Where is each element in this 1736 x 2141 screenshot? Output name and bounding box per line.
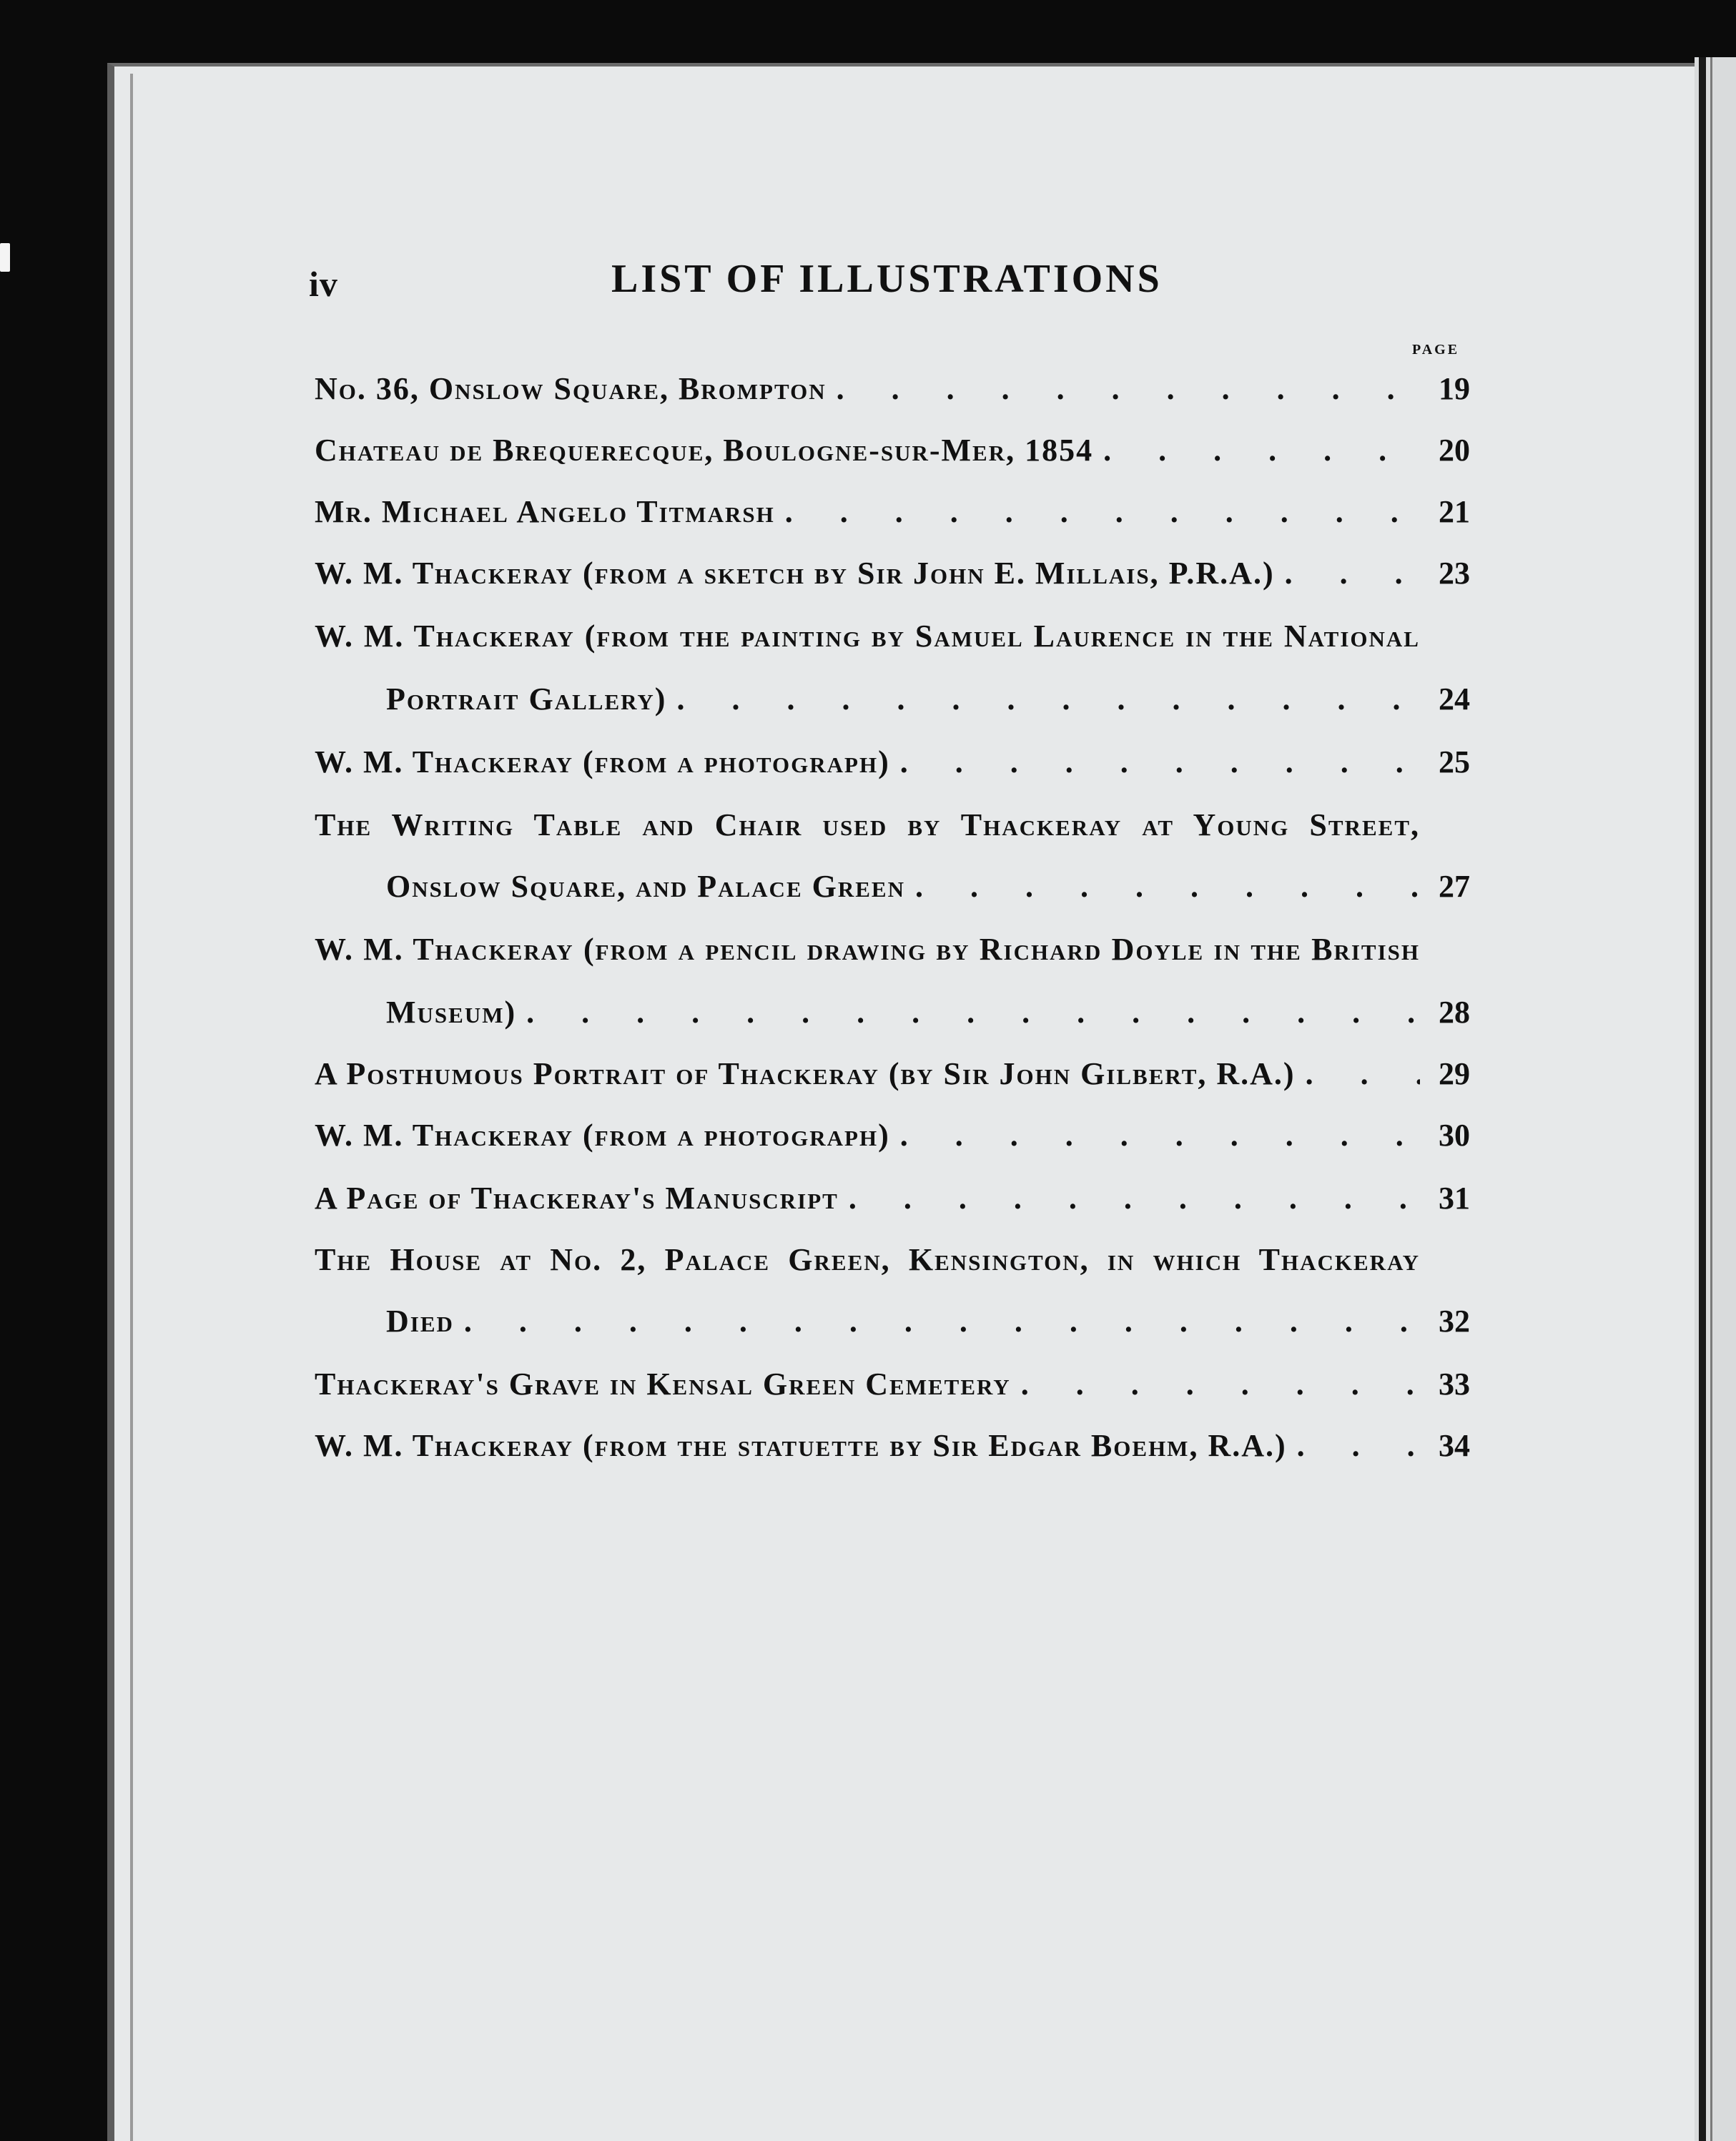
entry-page: 29 — [1439, 1056, 1470, 1091]
entry-page: 21 — [1439, 494, 1470, 529]
list-item-continuation — [386, 868, 1470, 911]
binding-rule — [1699, 57, 1706, 2141]
entry-page: 24 — [1439, 681, 1470, 717]
dot-leader — [905, 868, 1420, 905]
dot-leader — [1093, 432, 1420, 468]
dot-leader — [839, 1180, 1420, 1216]
entry-title: Thackeray's Grave in Kensal Green Cemetery — [315, 1367, 1011, 1402]
entry-title: Mr. Michael Angelo Titmarsh — [315, 494, 775, 529]
entry-page: 20 — [1439, 433, 1470, 468]
entry-page: 33 — [1439, 1367, 1470, 1402]
dot-leader — [827, 370, 1420, 407]
list-item — [315, 618, 1470, 661]
page-margin-rule — [130, 74, 133, 2141]
dot-leader — [890, 1117, 1420, 1153]
dot-leader — [454, 1303, 1420, 1339]
list-item — [315, 744, 1470, 787]
entry-page: 23 — [1439, 556, 1470, 591]
entry-page: 32 — [1439, 1304, 1470, 1339]
page-number: iv — [309, 264, 338, 304]
scan-edge-mark — [0, 243, 10, 272]
entry-title: W. M. Thackeray (from a photograph) — [315, 1118, 890, 1153]
list-item — [315, 1241, 1470, 1284]
entry-page: 28 — [1439, 995, 1470, 1030]
dot-leader — [890, 744, 1420, 780]
entry-title: The House at No. 2, Palace Green, Kensington, in which Thackeray — [315, 1242, 1420, 1277]
entry-title-continuation: Died — [386, 1304, 454, 1339]
list-item — [315, 1366, 1470, 1409]
list-item — [315, 807, 1470, 850]
entry-title: A Page of Thackeray's Manuscript — [315, 1181, 839, 1216]
entry-title: W. M. Thackeray (from the statuette by Sir Edgar Boehm, R.A.) — [315, 1428, 1287, 1463]
adjacent-page-edge — [1695, 57, 1736, 2141]
entry-page: 19 — [1439, 371, 1470, 406]
list-item-continuation — [386, 994, 1470, 1037]
entry-title: The Writing Table and Chair used by Thackeray at Young Street, — [315, 807, 1420, 842]
binding-rule-thin — [1710, 57, 1712, 2141]
list-item — [315, 432, 1470, 475]
list-item — [315, 555, 1470, 598]
entry-title: A Posthumous Portrait of Thackeray (by Sir John Gilbert, R.A.) — [315, 1056, 1296, 1091]
page-column-heading: PAGE — [1412, 342, 1460, 358]
dot-leader — [1287, 1427, 1420, 1464]
entry-page: 34 — [1439, 1428, 1470, 1463]
list-item — [315, 1427, 1470, 1470]
page-title: LIST OF ILLUSTRATIONS — [611, 257, 1163, 301]
list-item — [315, 1117, 1470, 1160]
entry-title-continuation: Museum) — [386, 995, 517, 1030]
dot-leader — [1296, 1055, 1420, 1092]
list-item — [315, 1055, 1470, 1098]
entry-title: Chateau de Brequerecque, Boulogne-sur-Mer, 1854 — [315, 433, 1094, 468]
entry-page: 27 — [1439, 869, 1470, 904]
list-item-continuation — [386, 1303, 1470, 1346]
entry-title: W. M. Thackeray (from the painting by Samuel Laurence in the National — [315, 619, 1420, 654]
list-item-continuation — [386, 681, 1470, 724]
entry-title: No. 36, Onslow Square, Brompton — [315, 371, 827, 406]
entry-title: W. M. Thackeray (from a sketch by Sir John E. Millais, P.R.A.) — [315, 556, 1275, 591]
dot-leader — [775, 493, 1420, 530]
entry-title-continuation: Portrait Gallery) — [386, 681, 667, 717]
list-item — [315, 493, 1470, 536]
entry-title: W. M. Thackeray (from a pencil drawing by Richard Doyle in the British — [315, 932, 1420, 967]
list-item — [315, 1180, 1470, 1223]
entry-page: 31 — [1439, 1181, 1470, 1216]
list-item — [315, 370, 1470, 413]
dot-leader — [1275, 555, 1420, 591]
entry-title-continuation: Onslow Square, and Palace Green — [386, 869, 905, 904]
dot-leader — [666, 681, 1420, 717]
dot-leader — [516, 994, 1420, 1030]
entry-page: 30 — [1439, 1118, 1470, 1153]
entry-page: 25 — [1439, 744, 1470, 779]
list-item — [315, 931, 1470, 974]
entry-title: W. M. Thackeray (from a photograph) — [315, 744, 890, 779]
dot-leader — [1011, 1366, 1420, 1402]
